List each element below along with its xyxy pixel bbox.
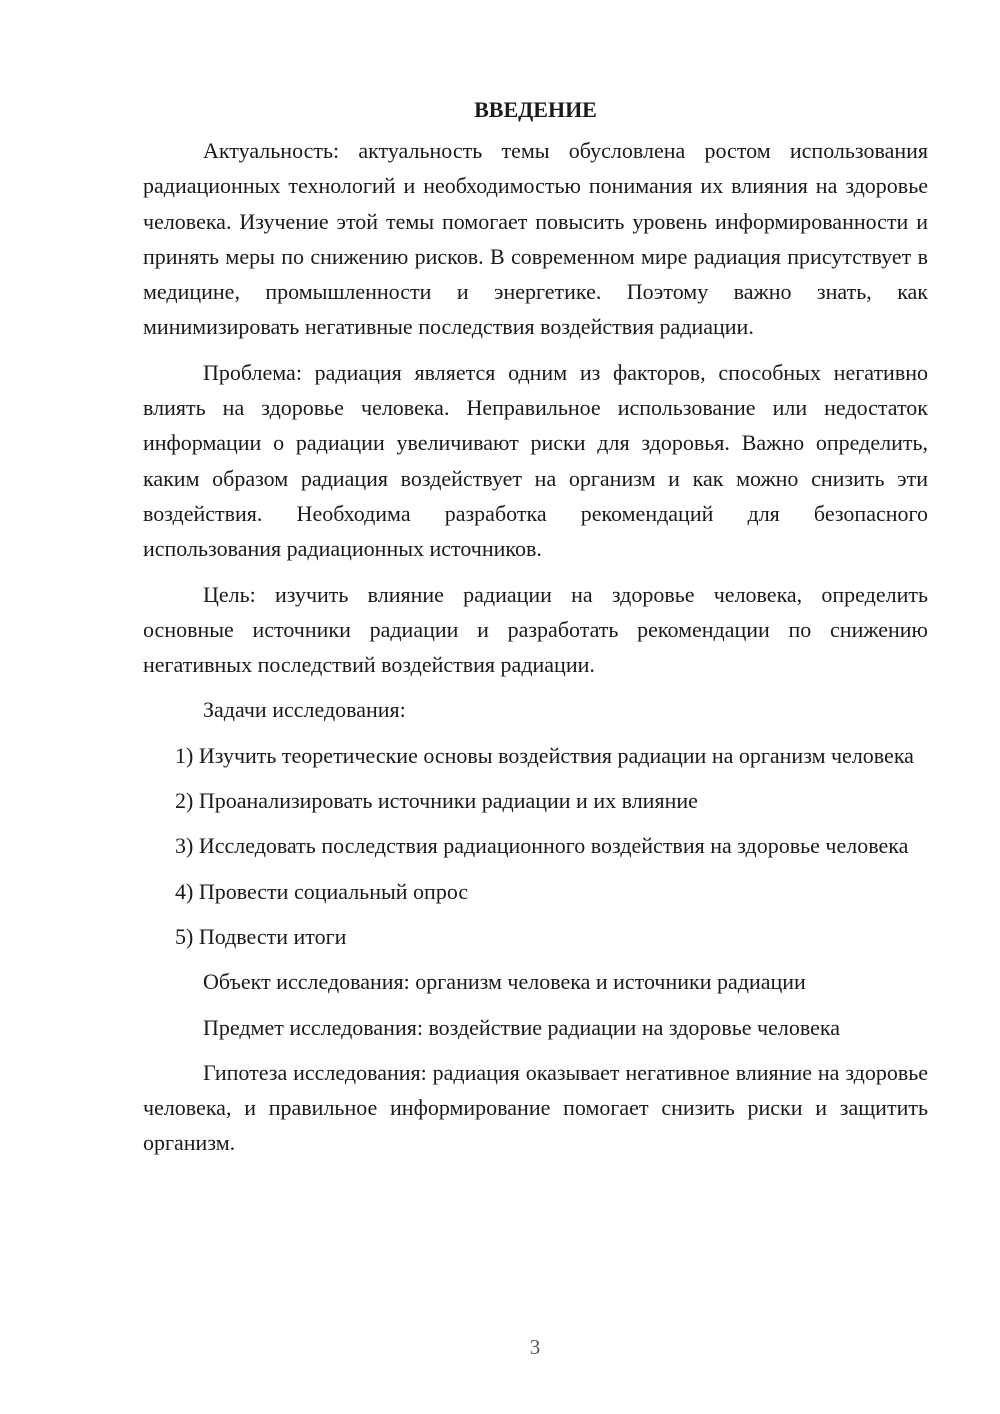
paragraph-relevance: Актуальность: актуальность темы обусловлена ростом использования радиационных технологий и необходимостью понимания их влияния на здоровье человека. Изучение этой темы помогает повысить уровень информированности и принять меры по снижению рисков. В современном мире радиация присутствует в медицине, промышленности и энергетике. Поэтому важно знать, как минимизировать негативные последствия воздействия радиации.: [143, 138, 928, 340]
task-item-4: 4) Провести социальный опрос: [175, 878, 469, 904]
paragraph-object: Объект исследования: организм человека и источники радиации: [203, 969, 806, 995]
page-number: 3: [529, 1335, 541, 1359]
paragraph-subject: Предмет исследования: воздействие радиации на здоровье человека: [203, 1014, 840, 1040]
task-item-5: 5) Подвести итоги: [175, 923, 347, 949]
section-title: ВВЕДЕНИЕ: [474, 97, 597, 122]
paragraph-goal: Цель: изучить влияние радиации на здоровье человека, определить основные источники радиации и разработать рекомендации по снижению негативных последствий воздействия радиации.: [143, 581, 928, 678]
tasks-heading: Задачи исследования:: [203, 697, 406, 723]
document-page: [143, 92, 928, 1161]
paragraph-hypothesis: Гипотеза исследования: радиация оказывает негативное влияние на здоровье человека, и правильное информирование помогает снизить риски и защитить организм.: [143, 1059, 928, 1156]
paragraph-problem: Проблема: радиация является одним из факторов, способных негативно влиять на здоровье человека. Неправильное использование или недостаток информации о радиации увеличивают риски для здоровья. Важно определить, каким образом радиация воздействует на организм и как можно снизить эти воздействия. Необходима разработка рекомендаций для безопасного использования радиационных источников.: [143, 359, 928, 562]
task-item-3: 3) Исследовать последствия радиационного воздействия на здоровье человека: [175, 833, 909, 859]
task-item-2: 2) Проанализировать источники радиации и их влияние: [175, 788, 698, 814]
task-item-1: 1) Изучить теоретические основы воздействия радиации на организм человека: [175, 742, 914, 768]
